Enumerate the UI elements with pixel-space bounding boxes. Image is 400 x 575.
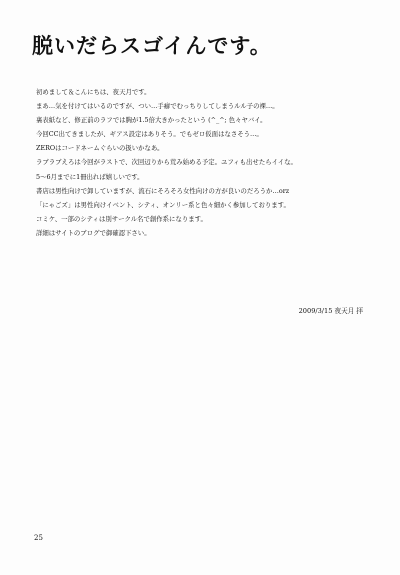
paragraph-line: 今回CC出てきましたが、ギアス設定はありそう。でもゼロ仮面はなさそう…。	[36, 130, 263, 139]
paragraph-line: 「にゃごズ」は男性向けイベント、シティ、オンリー系と色々細かく参加しております。	[36, 200, 290, 209]
paragraph-line: 書店は男性向けで卸していますが、流石にそろそろ女性向けの方が良いのだろうか…orz	[36, 186, 290, 195]
paragraph-line: コミケ、一部のシティは別サークル名で創作系になります。	[36, 214, 207, 223]
paragraph-line: ラブラブえろは今回がラストで、次回辺りから荒み始める予定。ユフィも出せたらイイな。	[36, 158, 297, 167]
paragraph-line: ZEROはコードネームぐらいの扱いかなあ。	[36, 144, 164, 153]
paragraph-line: 裏表紙など、修正前のラフでは胸が1.5倍大きかったという (^_^; 色々ヤバイ。	[36, 116, 267, 125]
paragraph-line: 詳細はサイトのブログで御確認下さい。	[36, 228, 151, 237]
date-signature: 2009/3/15 夜天月 拝	[298, 307, 363, 315]
paragraph-line: 初めまして＆こんにちは、夜天月です。	[36, 88, 151, 96]
afterword-body	[36, 85, 376, 240]
page-title: 脱いだらスゴイんです。	[32, 34, 272, 58]
paragraph-line: まあ…気を付けてはいるのですが、つい…手癖でむっちりしてしまうルル子の裸…。	[36, 102, 279, 111]
page-number: 25	[34, 534, 43, 542]
paragraph-line: 5～6月までに1冊出れば嬉しいです。	[36, 172, 144, 181]
